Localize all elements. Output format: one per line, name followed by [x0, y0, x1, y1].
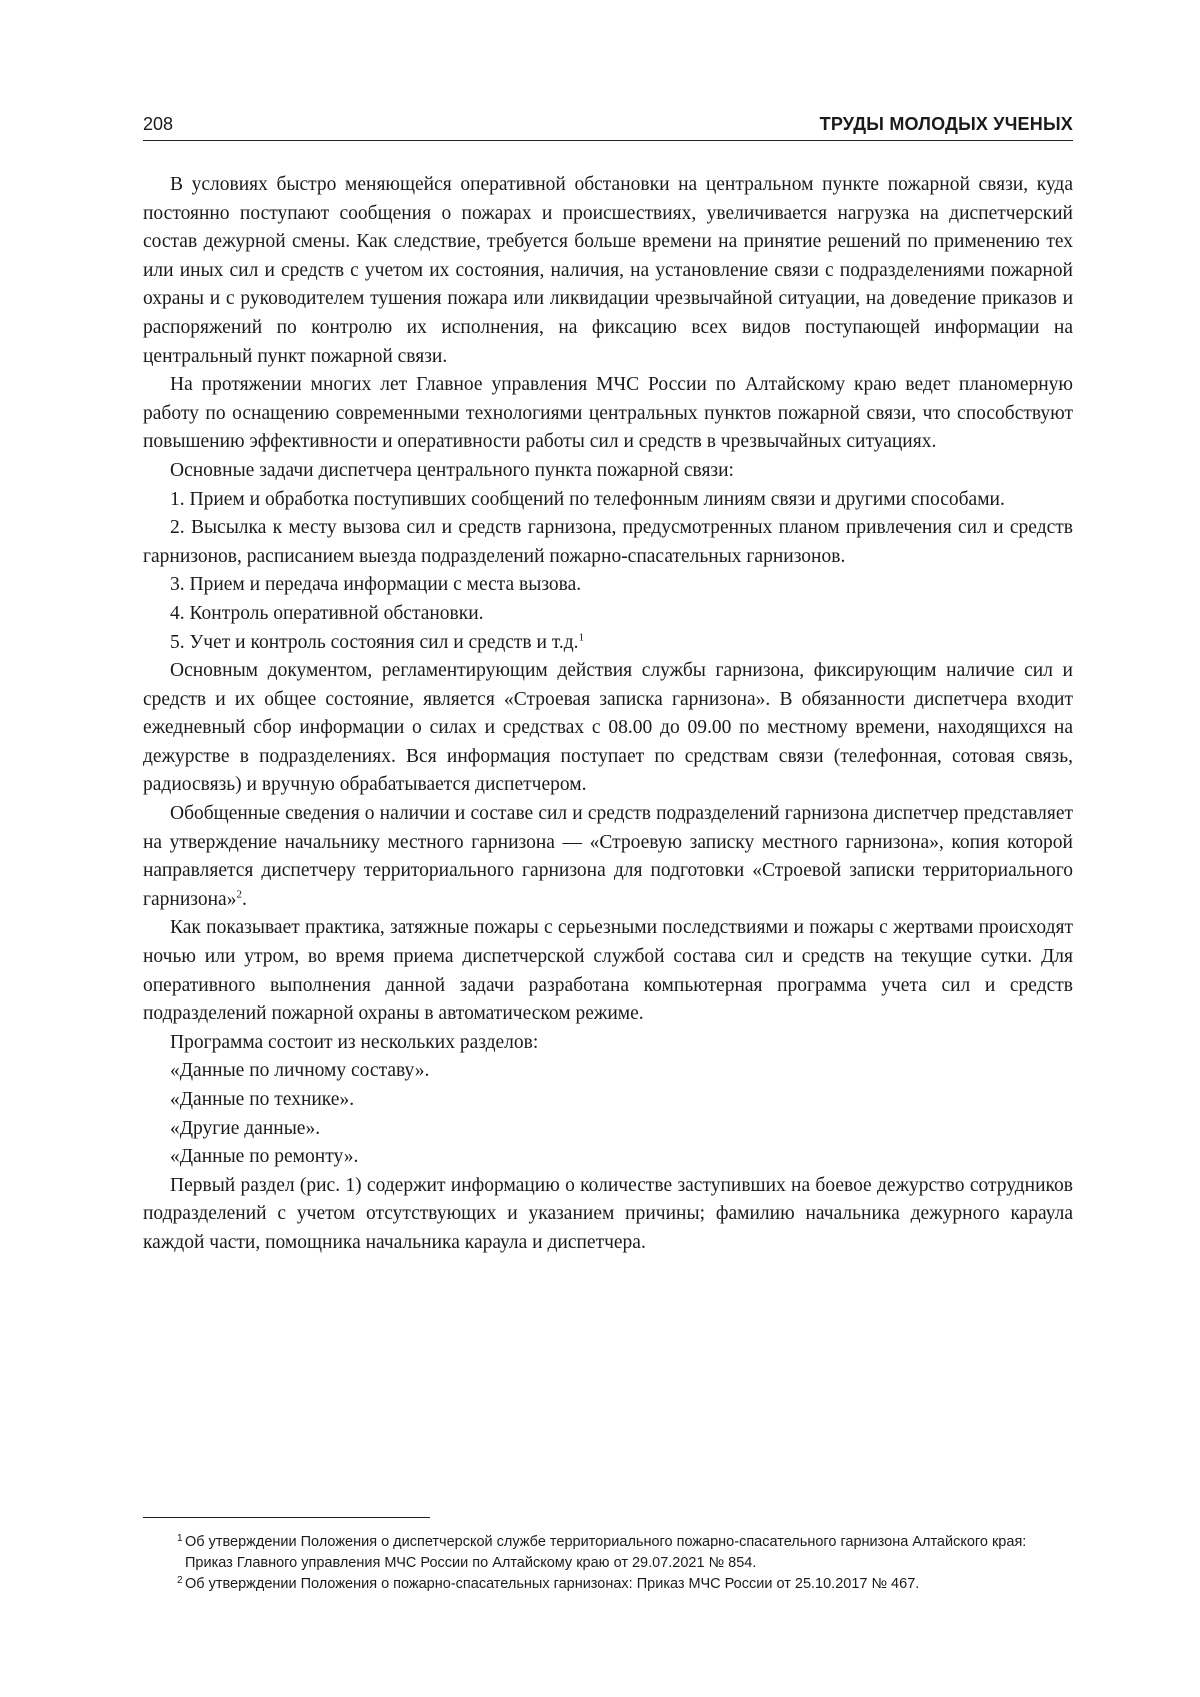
section-name: «Другие данные». [170, 1117, 321, 1139]
paragraph: Основные задачи диспетчера центрального пункта пожарной связи: [170, 459, 734, 481]
section-name: «Данные по технике». [170, 1089, 355, 1110]
list-item: 5. Учет и контроль состояния сил и средств и т.д.$^1$ [170, 631, 585, 653]
running-header [143, 110, 1073, 141]
page-number: 208 [143, 114, 174, 134]
section-name: «Данные по ремонту». [170, 1146, 359, 1168]
footnote-text: Об утверждении Положения о пожарно-спасательных гарнизонах: Приказ МЧС России от 25.10.2017 № 467. [185, 1576, 920, 1592]
footnote-reference[interactable]: 1 [578, 631, 585, 643]
section-name: «Данные по личному составу». [170, 1060, 430, 1082]
footnotes [143, 1532, 1073, 1595]
footnote [143, 1532, 1073, 1574]
paragraph: В условиях быстро меняющейся оперативной обстановки на центральном пункте пожарной связи, куда постоянно поступают сообщения о пожарах и происшествиях, увеличивается нагрузка на диспетчерский состав дежурной смены. Как следствие, требуется больше времени на принятие решений по применению тех или иных сил и средств с учетом их состояния, наличия, на установление связи с подразделениями пожарной охраны и с руководителем тушения пожара или ликвидации чрезвычайной ситуации, на доведение приказов и распоряжений по контролю их исполнения, на фиксацию всех видов поступающей информации на центральный пункт пожарной связи. [143, 174, 1073, 367]
running-title: ТРУДЫ МОЛОДЫХ УЧЕНЫХ [819, 114, 1073, 134]
footnote-mark: 1 [177, 1533, 183, 1544]
footnote [143, 1574, 1073, 1595]
paragraph: На протяжении многих лет Главное управления МЧС России по Алтайскому краю ведет планомерную работу по оснащению современными технологиями центральных пунктов пожарной связи, что способствуют повышению эффективности и оперативности работы сил и средств в чрезвычайных ситуациях. [143, 374, 1073, 453]
list-item: 4. Контроль оперативной обстановки. [170, 602, 484, 624]
article-body [143, 171, 1073, 1258]
footnote-reference[interactable]: 2 [236, 888, 242, 901]
list-item: 2. Высылка к месту вызова сил и средств гарнизона, предусмотренных планом привлечения сил и средств гарнизонов, расписанием выезда подразделений пожарно-спасательных гарнизонов. [143, 517, 1073, 567]
footnote-text: Об утверждении Положения о диспетчерской службе территориального пожарно-спасательного гарнизона Алтайского края: Приказ Главного управления МЧС России по Алтайскому краю от 29.07.2021 № 854. [185, 1534, 1027, 1571]
paragraph: Основным документом, регламентирующим действия службы гарнизона, фиксирующим наличие сил и средств и их общее состояние, является «Строевая записка гарнизона». В обязанности диспетчера входит ежедневный сбор информации о силах и средствах с 08.00 до 09.00 по местному времени, находящихся на дежурстве в подразделениях. Вся информация поступает по средствам связи (телефонная, сотовая связь, радиосвязь) и вручную обрабатывается диспетчером. [143, 660, 1073, 796]
list-item: 1. Прием и обработка поступивших сообщений по телефонным линиям связи и другими способами. [170, 488, 1005, 510]
paragraph: Первый раздел (рис. 1) содержит информацию о количестве заступивших на боевое дежурство сотрудников подразделений с учетом отсутствующих и указанием причины; фамилию начальника дежурного караула каждой части, помощника начальника караула и диспетчера. [143, 1174, 1073, 1253]
footnote-mark: 2 [177, 1575, 183, 1586]
paragraph: Программа состоит из нескольких разделов: [170, 1031, 539, 1053]
paragraph: Обобщенные сведения о наличии и составе сил и средств подразделений гарнизона диспетчер представляет на утверждение начальнику местного гарнизона — «Строевую записку местного гарнизона», копия которой направляется диспетчеру территориального гарнизона для подготовки «Строевой записки территориального гарнизона»$^2$. [143, 803, 1073, 910]
list-item: 3. Прием и передача информации с места вызова. [170, 574, 582, 596]
footnote-divider [143, 1517, 430, 1518]
paragraph: Как показывает практика, затяжные пожары с серьезными последствиями и пожары с жертвами происходят ночью или утром, во время приема диспетчерской службой состава сил и средств на текущие сутки. Для оперативного выполнения данной задачи разработана компьютерная программа учета сил и средств подразделений пожарной охраны в автоматическом режиме. [143, 917, 1073, 1025]
